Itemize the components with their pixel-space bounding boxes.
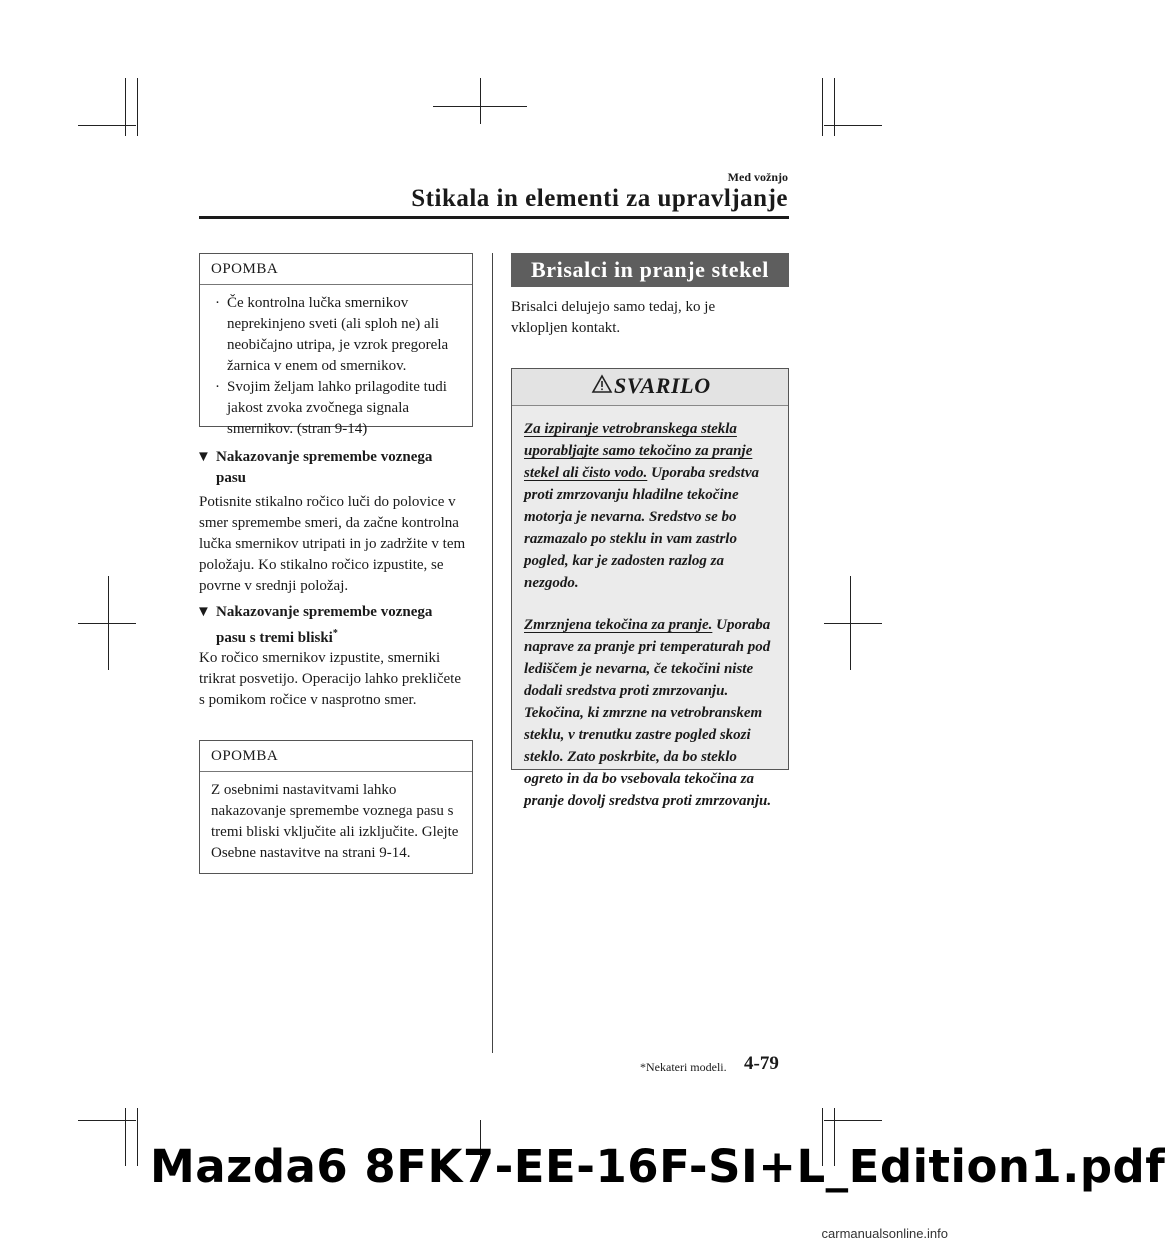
- running-header-section: Med vožnjo: [727, 170, 788, 184]
- running-header-title: Stikala in elementi za upravljanje: [411, 185, 788, 212]
- subheading-three-flash: ▼ Nakazovanje spremembe voznega pasu s tremi bliski*: [196, 604, 433, 646]
- asterisk-mark: *: [332, 628, 338, 639]
- warning-header: [512, 369, 788, 406]
- triangle-marker-icon: ▼: [196, 604, 211, 620]
- triangle-marker-icon: ▼: [196, 449, 211, 465]
- warning-title: SVARILO: [614, 373, 711, 398]
- subheading-lane-change: ▼ Nakazovanje spremembe voznega pasu: [196, 449, 433, 486]
- header-rule: [199, 216, 789, 219]
- note-body: Z osebnimi nastavitvami lahko nakazovanje spremembe voznega pasu s tremi bliski vključite ali izključite. Glejte Osebne nastavitve na strani 9-14.: [211, 782, 459, 861]
- column-divider: [492, 253, 493, 1053]
- paragraph-intro: Brisalci delujejo samo tedaj, ko je vklopljen kontakt.: [511, 299, 716, 336]
- warning-emphasis: Zmrznjena tekočina za pranje.: [524, 617, 713, 633]
- section-title-banner: Brisalci in pranje stekel: [511, 253, 789, 287]
- warning-paragraph-2: [524, 614, 776, 812]
- note-body: [200, 285, 472, 450]
- page-number: 4-79: [744, 1053, 779, 1074]
- warning-text: Uporaba naprave za pranje pri temperaturah pod lediščem je nevarna, če tekočini niste dodali sredstva proti zmrzovanju. Tekočina, ki zmrzne na vetrobranskem steklu, v trenutku zastre pogled skozi steklo. Zato poskrbite, da bo steklo ogreto in da bo vsebovala tekočina za pranje dovolj sredstva proti zmrzovanju.: [524, 617, 772, 809]
- bullet-dot-icon: ·: [215, 379, 220, 395]
- note-box-1: [199, 253, 473, 437]
- warning-triangle-icon: [592, 375, 612, 398]
- note-heading: OPOMBA: [200, 741, 472, 772]
- paragraph-three-flash: Ko ročico smernikov izpustite, smerniki trikrat posvetijo. Operacijo lahko prekličete s pomikom ročice v nasprotno smer.: [199, 650, 461, 708]
- note-bullet: [211, 377, 461, 440]
- note-box-2: [199, 740, 473, 874]
- paragraph-lane-change: Potisnite stikalno ročico luči do polovice v smer spremembe smeri, da začne kontrolna lučka smernikov utripati in jo zadržite v tem položaju. Ko stikalno ročico izpustite, se povrne v srednji položaj.: [199, 494, 466, 594]
- warning-body: [512, 406, 788, 812]
- bullet-text: Svojim željam lahko prilagodite tudi jakost zvoka zvočnega signala smernikov. (stran 9-14): [227, 379, 447, 437]
- site-watermark: carmanualsonline.info: [821, 1226, 948, 1241]
- note-heading: OPOMBA: [200, 254, 472, 285]
- warning-box: [511, 368, 789, 809]
- bullet-text: Če kontrolna lučka smernikov neprekinjeno sveti (ali sploh ne) ali neobičajno utripa, je vzrok pregorela žarnica v enem od smernikov.: [227, 295, 449, 374]
- note-bullet: [211, 293, 461, 377]
- footnote: *Nekateri modeli.: [640, 1060, 727, 1074]
- warning-paragraph-1: [524, 418, 776, 594]
- document-watermark: Mazda6 8FK7-EE-16F-SI+L_Edition1.pdf: [150, 1140, 1165, 1193]
- warning-text: Uporaba sredstva proti zmrzovanju hladilne tekočine motorja je nevarna. Sredstvo se bo razmazalo po steklu in vam zastrlo pogled, kar je zadosten razlog za nezgodo.: [524, 465, 759, 591]
- bullet-dot-icon: ·: [215, 295, 220, 311]
- warning-emphasis: Za izpiranje vetrobranskega stekla uporabljajte samo tekočino za pranje stekel ali čisto vodo.: [524, 421, 753, 481]
